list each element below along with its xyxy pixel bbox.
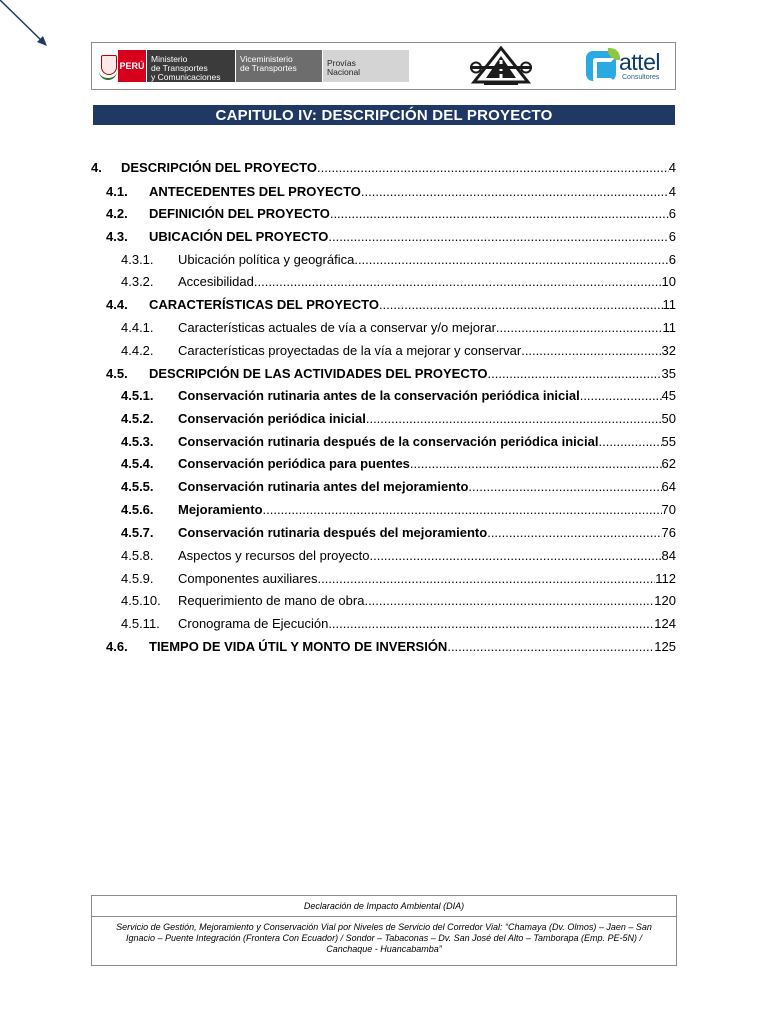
corner-arrow-icon [0,0,60,60]
toc-entry-title: Conservación rutinaria antes del mejoramiento [178,479,469,494]
toc-entry[interactable] [121,571,676,589]
toc-entry-number: 4.3.2. [121,274,154,289]
toc-entry[interactable] [121,502,676,520]
toc-entry-page: 45 [661,388,676,403]
chapter-title: CAPITULO IV: DESCRIPCIÓN DEL PROYECTO [93,105,675,125]
toc-entry-number: 4.4.2. [121,343,154,358]
toc-leader-dots [317,571,655,586]
toc-entry-page: 6 [668,252,676,267]
toc-leader-dots [468,479,661,494]
toc-entry-title: Accesibilidad [178,274,254,289]
toc-entry-number: 4.5.7. [121,525,154,540]
provias-label: Provías Nacional [323,50,409,82]
toc-entry-title: Conservación rutinaria después de la conservación periódica inicial [178,434,599,449]
toc-entry-number: 4.2. [106,206,128,221]
cattel-name: attel [619,49,660,75]
toc-entry-number: 4.5. [106,366,128,381]
toc-entry[interactable] [106,229,676,247]
road-consortium-logo-icon [470,46,532,86]
toc-entry-number: 4.5.3. [121,434,154,449]
toc-entry-page: 11 [662,297,676,312]
toc-entry-page: 55 [661,434,676,449]
toc-entry[interactable] [121,320,676,338]
toc-entry-page: 35 [661,366,676,381]
toc-leader-dots [598,434,661,449]
toc-entry[interactable] [121,274,676,292]
toc-leader-dots [330,206,669,221]
toc-entry-page: 4 [668,160,676,175]
toc-entry[interactable] [121,434,676,452]
toc-entry-title: Mejoramiento [178,502,263,517]
toc-entry[interactable] [121,616,676,634]
toc-leader-dots [496,320,663,335]
toc-entry-title: Aspectos y recursos del proyecto [178,548,370,563]
toc-entry-title: DEFINICIÓN DEL PROYECTO [149,206,330,221]
toc-leader-dots [580,388,662,403]
toc-leader-dots [369,548,661,563]
toc-leader-dots [328,229,668,244]
toc-entry-page: 120 [654,593,676,608]
toc-entry-number: 4.3. [106,229,128,244]
toc-entry-title: DESCRIPCIÓN DEL PROYECTO [121,160,317,175]
toc-entry-page: 76 [661,525,676,540]
toc-entry-number: 4.6. [106,639,128,654]
toc-entry-title: TIEMPO DE VIDA ÚTIL Y MONTO DE INVERSIÓN [149,639,448,654]
toc-entry-page: 50 [661,411,676,426]
cattel-mark-icon [586,51,616,81]
toc-entry-title: Conservación rutinaria después del mejoramiento [178,525,488,540]
cattel-sub: Consultores [622,74,660,81]
toc-leader-dots [328,616,654,631]
toc-entry-title: Ubicación política y geográfica [178,252,355,267]
toc-entry-page: 70 [661,502,676,517]
toc-entry-page: 6 [668,206,676,221]
toc-entry-number: 4.4. [106,297,128,312]
toc-entry-page: 6 [668,229,676,244]
toc-entry[interactable] [106,297,676,315]
toc-entry[interactable] [106,366,676,384]
toc-entry[interactable] [121,343,676,361]
toc-entry[interactable] [106,184,676,202]
toc-leader-dots [379,297,663,312]
toc-entry-title: CARACTERÍSTICAS DEL PROYECTO [149,297,379,312]
header-logos [91,42,676,90]
toc-entry-number: 4. [91,160,102,175]
toc-entry-page: 84 [661,548,676,563]
toc-leader-dots [354,252,668,267]
toc-entry-number: 4.5.2. [121,411,154,426]
toc-entry-number: 4.5.9. [121,571,154,586]
footer [91,895,677,966]
ministry-label: Ministerio de Transportes y Comunicaciones [147,50,235,82]
toc-entry-title: ANTECEDENTES DEL PROYECTO [149,184,361,199]
toc-entry-title: Requerimiento de mano de obra [178,593,365,608]
toc-entry-title: Características actuales de vía a conservar y/o mejorar [178,320,496,335]
toc-entry-number: 4.3.1. [121,252,154,267]
toc-entry-title: UBICACIÓN DEL PROYECTO [149,229,329,244]
toc-leader-dots [366,411,662,426]
toc-entry[interactable] [106,639,676,657]
toc-leader-dots [263,502,662,517]
toc-entry[interactable] [121,593,676,611]
toc-entry-page: 10 [661,274,676,289]
toc-leader-dots [447,639,654,654]
footer-title: Declaración de Impacto Ambiental (DIA) [92,896,676,917]
toc-entry[interactable] [121,252,676,270]
toc-entry-page: 64 [661,479,676,494]
toc-entry-title: Características proyectadas de la vía a mejorar y conservar [178,343,522,358]
toc-leader-dots [317,160,669,175]
toc-entry[interactable] [91,160,676,178]
viceministry-label: Viceministerio de Transportes [236,50,322,82]
toc-entry-number: 4.5.11. [121,616,160,631]
toc-entry-title: Componentes auxiliares [178,571,318,586]
toc-entry-number: 4.5.1. [121,388,154,403]
peru-government-logo [98,50,409,82]
toc-entry-title: Conservación periódica para puentes [178,456,410,471]
toc-entry-page: 124 [654,616,676,631]
toc-entry-page: 11 [662,320,676,335]
peru-label: PERÚ [118,50,146,82]
toc-entry-page: 62 [661,456,676,471]
toc-entry-page: 125 [654,639,676,654]
toc-entry[interactable] [121,548,676,566]
coat-of-arms-icon [98,50,118,82]
toc-leader-dots [410,456,662,471]
toc-entry-page: 32 [661,343,676,358]
footer-description: Servicio de Gestión, Mejoramiento y Conservación Vial por Niveles de Servicio del Corredor Vial: “Chamaya (Dv. Olmos) – Jaen – San Ignacio – Puente Integración (Frontera Con Ecuador) / Sondor – Tabaconas – Dv. San José del Alto – Tamborapa (Emp. PE-5N) / Canchaque - Huancabamba” [116,922,652,954]
toc-entry-number: 4.5.6. [121,502,154,517]
toc-leader-dots [521,343,661,358]
toc-leader-dots [364,593,654,608]
toc-entry[interactable] [106,206,676,224]
toc-leader-dots [488,366,662,381]
toc-entry[interactable] [121,411,676,429]
toc-entry-title: Conservación rutinaria antes de la conservación periódica inicial [178,388,580,403]
toc-entry-title: Conservación periódica inicial [178,411,366,426]
toc-entry-number: 4.5.10. [121,593,161,608]
toc-leader-dots [361,184,669,199]
toc-entry-number: 4.5.5. [121,479,154,494]
toc-entry-number: 4.5.4. [121,456,154,471]
toc-entry[interactable] [121,525,676,543]
toc-entry-title: Cronograma de Ejecución [178,616,329,631]
toc-entry[interactable] [121,479,676,497]
toc-entry-number: 4.5.8. [121,548,154,563]
toc-entry-page: 112 [655,571,676,586]
toc-entry-number: 4.1. [106,184,128,199]
toc-entry-page: 4 [668,184,676,199]
toc-entry[interactable] [121,388,676,406]
toc-entry-title: DESCRIPCIÓN DE LAS ACTIVIDADES DEL PROYECTO [149,366,488,381]
toc-entry-number: 4.4.1. [121,320,154,335]
toc-entry[interactable] [121,456,676,474]
cattel-consultores-logo [584,49,672,85]
toc-leader-dots [487,525,661,540]
toc-leader-dots [254,274,662,289]
